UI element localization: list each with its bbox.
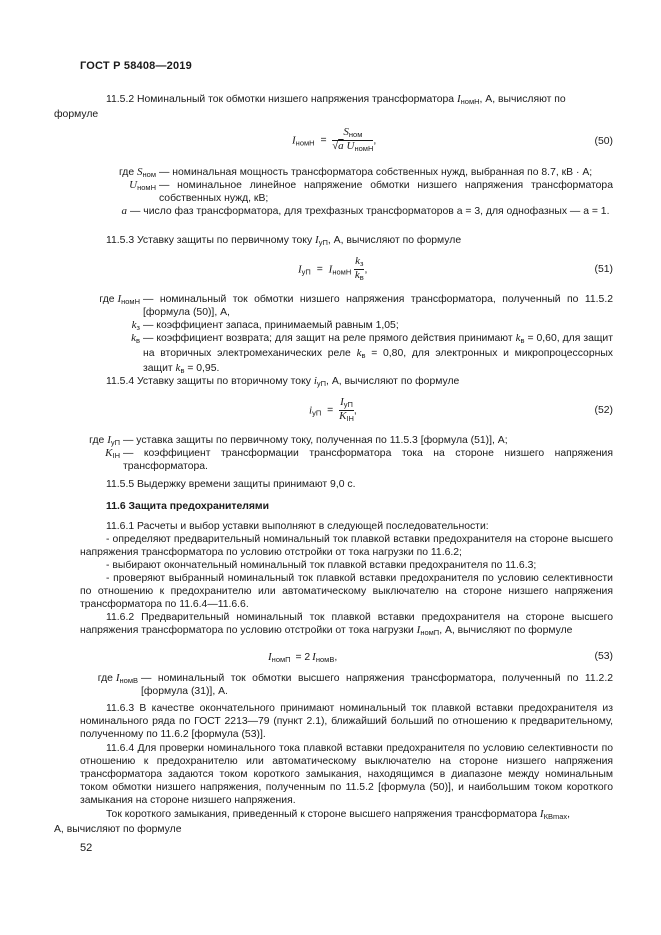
legend-term: $U_{номН}$ — [129, 179, 156, 192]
paragraph-11-5-5: 11.5.5 Выдержку времени защиты принимают 9,0 с. — [106, 479, 356, 490]
subscript: номН — [460, 97, 480, 106]
formula-number: (50) — [594, 136, 613, 147]
formula-number: (53) — [594, 651, 613, 662]
paragraph-11-6-3: 11.6.3 В качестве окончательного принимают номинальный ток плавкой вставки предохранителя из номинального ряда по ГОСТ 2213—79 (пункт 2.1), ближайший больший по отношению к предварительному, полученному по 11.6.2 [формула (53)]. — [80, 703, 613, 740]
paragraph-11-5-3: 11.5.3 Уставку защиты по первичному току $I_{уП}$, А, вычисляют по формуле — [106, 234, 462, 247]
legend-term: a — [121, 205, 127, 217]
formula-51: $I_{уП} = I_{номН}$ $\frac{k_з}{k_в}$ , — [298, 255, 368, 282]
legend-text: — коэффициент трансформации трансформатора тока на стороне низшего напряжения трансформатора. — [123, 448, 613, 472]
legend-text: — число фаз трансформатора, для трехфазных трансформаторов a = 3, для однофазных — a = 1. — [130, 206, 610, 217]
fraction: $\frac{k_з}{k_в}$ — [354, 255, 364, 282]
subscript: номН — [295, 138, 315, 148]
legend-52: где $I_{уП}$ — уставка защиты по первичному току, полученная по 11.5.3 [формула (51)], А; $K_{IН}$ — коэффициент трансформации трансформатора тока на стороне низшего напряжения трансформатора. — [89, 434, 613, 472]
list-item: - выбирают окончательный номинальный ток плавкой вставки предохранителя по 11.6.3; — [106, 560, 537, 571]
legend-text: — номинальное линейное напряжение обмотки низшего напряжения трансформатора собственных нужд, кВ; — [159, 180, 613, 204]
symbol: S — [343, 126, 349, 138]
paragraph-11-6-4: 11.6.4 Для проверки номинального тока плавкой вставки предохранителя по условию селективности по отношению к предохранителю или автоматическому выключателю на стороне низшего напряжения трансформатора задаются током короткого замыкания, находящимся в диапазоне между номинальным током обмотки низшего напряжения, полученным по 11.5.2 [формула (50)], и наибольшим током короткого замыкания на стороне низшего напряжения. — [80, 743, 613, 806]
legend-text: — номинальный ток обмотки низшего напряжения трансформатора, полученный по 11.5.2 [формула (50)], А, — [143, 294, 613, 318]
subscript: ном — [348, 130, 363, 139]
fraction: $\frac{I_{уП}}{K_{IН}}$ — [339, 396, 354, 423]
formula-52: $i_{уП}$ = $\frac{I_{уП}}{K_{IН}}$ , — [309, 396, 357, 423]
paragraph-11-6-2: 11.6.2 Предварительный номинальный ток плавкой вставки предохранителя на стороне высшего напряжения трансформатора по условию отстройки от тока нагрузки $I_{номП}$, А, вычисляют по формуле — [80, 612, 613, 637]
section-heading-11-6: 11.6 Защита предохранителями — [106, 501, 269, 512]
text: 11.5.2 Номинальный ток обмотки низшего напряжения трансформатора — [106, 94, 455, 105]
legend-53: где $I_{номВ}$ — номинальный ток обмотки высшего напряжения трансформатора, полученный по 11.2.2 [формула (31)], А. — [97, 672, 613, 697]
legend-50 — [80, 166, 613, 232]
paragraph-short-circuit: Ток короткого замыкания, приведенный к стороне высшего напряжения трансформатора $I_{КВmax}$, А, вычисляют по формуле — [54, 808, 571, 835]
formula-number: (51) — [594, 264, 613, 275]
paragraph-11-5-4: 11.5.4 Уставку защиты по вторичному току $i_{уП}$, А, вычисляют по формуле — [106, 375, 460, 388]
formula-number: (52) — [594, 405, 613, 416]
symbol: U — [346, 140, 355, 152]
legend-text: — коэффициент запаса, принимаемый равным 1,05; — [143, 320, 399, 331]
text: , А, вычисляют по — [479, 94, 566, 105]
legend-text: — номинальная мощность трансформатора собственных нужд, выбранная по 8.7, кВ · А; — [159, 167, 593, 178]
subscript: номН — [354, 144, 374, 153]
legend-text: — уставка защиты по первичному току, полученная по 11.5.3 [формула (51)], А; — [123, 435, 508, 446]
formula-53: $I_{номП} = 2$ $I_{номВ}$, — [268, 651, 338, 664]
legend-51: где $I_{номН}$ — номинальный ток обмотки низшего напряжения трансформатора, полученный по 11.5.2 [формула (50)], А, $k_з$ — коэффициент запаса, принимаемый равным 1,05; $k_в$ — коэффициент возврата; для защит на реле прямого действия принимают $k_в = 0,60$, для защит на вторичных электромеханических реле $k_в = 0,80$, для электронных и микропроцессорных защит $k_в = 0,95$. — [99, 293, 613, 375]
legend-term: где $S_{ном}$ — [118, 166, 156, 179]
legend-text: — номинальный ток обмотки высшего напряжения трансформатора, полученный по 11.2.2 [формула (31)], А. — [141, 673, 613, 697]
list-item: - проверяют выбранный номинальный ток плавкой вставки предохранителя по условию селективности по отношению к предохранителю или автоматическому выключателю на стороне низшего напряжения трансформатора по 11.6.4—11.6.6. — [80, 573, 613, 610]
page-number: 52 — [80, 842, 93, 854]
fraction: $\frac{S_{ном}}{√a U_{номН}}$ — [332, 126, 374, 153]
list-item: - определяют предварительный номинальный ток плавкой вставки предохранителя на стороне высшего напряжения трансформатора по условию отстройки от тока нагрузки по 11.6.2; — [80, 534, 613, 558]
paragraph-11-5-2 — [54, 93, 613, 121]
text: формуле — [54, 109, 99, 120]
document-header: ГОСТ Р 58408—2019 — [80, 60, 192, 72]
symbol: a — [338, 140, 344, 152]
symbol: I — [292, 134, 296, 147]
paragraph-11-6-1: 11.6.1 Расчеты и выбор уставки выполняют в следующей последовательности: — [106, 521, 489, 532]
symbol: I — [456, 93, 461, 105]
formula-50: $I_{номН}$ = $\frac{S_{ном}}{√a U_{номН}}$ , — [292, 126, 377, 153]
legend-text: — коэффициент возврата; для защит на реле прямого действия принимают $k_в = 0,60$, для защит на вторичных электромеханических реле $k_в = 0,80$, для электронных и микропроцессорных защит $k_в = 0,95$. — [143, 332, 613, 375]
